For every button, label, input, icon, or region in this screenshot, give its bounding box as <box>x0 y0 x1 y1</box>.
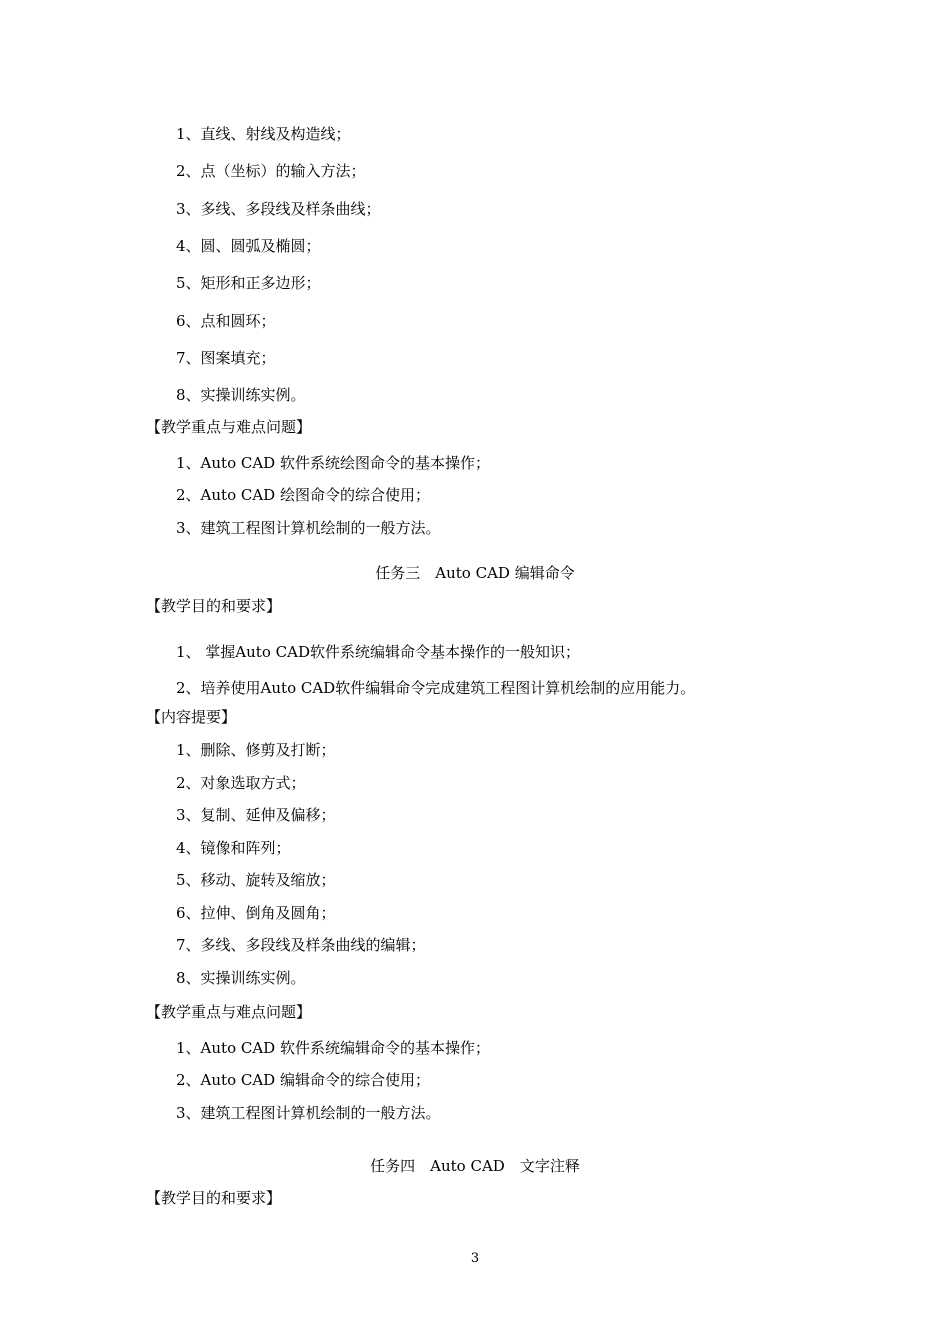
list-item: 2、Auto CAD 绘图命令的综合使用； <box>176 486 430 504</box>
list-item: 1、删除、修剪及打断； <box>176 741 336 759</box>
list-item: 3、建筑工程图计算机绘制的一般方法。 <box>176 1104 441 1122</box>
list-item: 4、圆、圆弧及椭圆； <box>176 237 321 255</box>
list-item: 3、复制、延伸及偏移； <box>176 806 336 824</box>
list-item: 7、多线、多段线及样条曲线的编辑； <box>176 936 426 954</box>
list-item: 1、Auto CAD 软件系统绘图命令的基本操作； <box>176 454 490 472</box>
list-item: 7、图案填充； <box>176 349 276 367</box>
section-heading-content: 【内容提要】 <box>146 708 237 726</box>
section-heading-key-points: 【教学重点与难点问题】 <box>146 1003 312 1021</box>
list-item: 1、Auto CAD 软件系统编辑命令的基本操作； <box>176 1039 490 1057</box>
list-item: 1、直线、射线及构造线； <box>176 125 351 143</box>
list-item: 8、实操训练实例。 <box>176 386 306 404</box>
list-item: 2、培养使用Auto CAD软件编辑命令完成建筑工程图计算机绘制的应用能力。 <box>176 679 696 697</box>
list-item: 6、拉伸、倒角及圆角； <box>176 904 336 922</box>
list-item: 2、Auto CAD 编辑命令的综合使用； <box>176 1071 430 1089</box>
list-item: 2、对象选取方式； <box>176 774 306 792</box>
list-item: 8、实操训练实例。 <box>176 969 306 987</box>
list-item: 5、矩形和正多边形； <box>176 274 321 292</box>
section-heading-goals: 【教学目的和要求】 <box>146 597 282 615</box>
list-item: 5、移动、旋转及缩放； <box>176 871 336 889</box>
task3-title: 任务三 Auto CAD 编辑命令 <box>375 564 575 582</box>
section-heading-key-points: 【教学重点与难点问题】 <box>146 418 312 436</box>
list-item: 3、多线、多段线及样条曲线； <box>176 200 381 218</box>
list-item: 4、镜像和阵列； <box>176 839 291 857</box>
list-item: 2、点（坐标）的输入方法； <box>176 162 366 180</box>
section-heading-goals: 【教学目的和要求】 <box>146 1189 282 1207</box>
list-item: 3、建筑工程图计算机绘制的一般方法。 <box>176 519 441 537</box>
list-item: 6、点和圆环； <box>176 312 276 330</box>
task4-title: 任务四 Auto CAD 文字注释 <box>370 1157 580 1175</box>
page-number: 3 <box>470 1251 480 1266</box>
list-item: 1、 掌握Auto CAD软件系统编辑命令基本操作的一般知识； <box>176 643 580 661</box>
